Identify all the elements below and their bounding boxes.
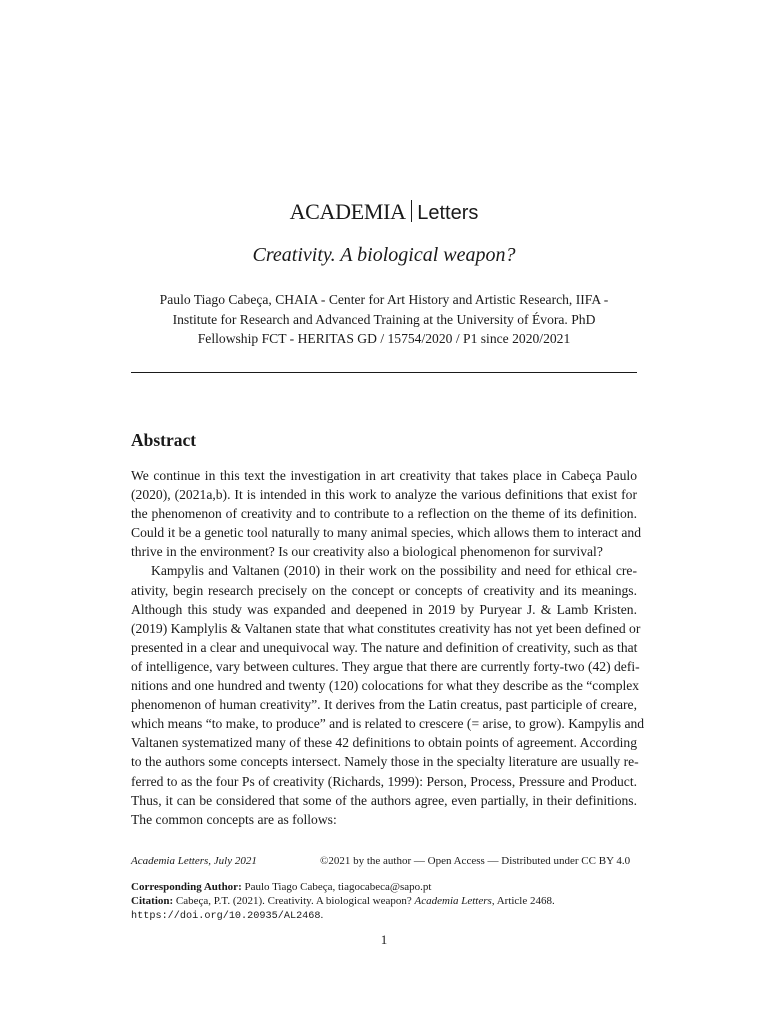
body-line: the phenomenon of creativity and to contribute to a reflection on the theme of its definition. [131, 506, 637, 522]
brand-name: ACADEMIA [289, 199, 406, 224]
body-line: ferred to as the four Ps of creativity (Richards, 1999): Person, Process, Pressure and Product. [131, 773, 637, 789]
body-line: phenomenon of human creativity”. It derives from the Latin creatus, past participle of creare, [131, 697, 637, 713]
header-divider [131, 372, 637, 373]
page-number: 1 [380, 932, 388, 947]
citation-journal: Academia Letters [414, 895, 492, 908]
body-line: We continue in this text the investigation in art creativity that takes place in Cabeça Paulo [131, 468, 637, 483]
doi-suffix: . [320, 909, 324, 922]
body-line: The common concepts are as follows: [131, 811, 337, 827]
citation-text: Cabeça, P.T. (2021). Creativity. A biological weapon? [175, 895, 412, 908]
body-line: to the authors some concepts intersect. Namely those in the specialty literature are usually re- [131, 754, 639, 770]
body-line: which means “to make, to produce” and is related to crescere (= arise, to grow). Kampylis and [131, 716, 645, 732]
abstract-heading: Abstract [131, 430, 197, 450]
body-line: of intelligence, vary between cultures. They argue that there are currently forty-two (42) defi- [131, 658, 640, 674]
corresponding-author-value: Paulo Tiago Cabeça, tiagocabeca@sapo.pt [244, 881, 432, 893]
body-line: Thus, it can be considered that some of the authors agree, even partially, in their definitions. [131, 792, 637, 808]
body-line: Kampylis and Valtanen (2010) in their work on the possibility and need for ethical cre- [151, 563, 637, 579]
doi-line [131, 908, 637, 924]
brand-subtitle: Letters [417, 202, 479, 224]
body-line: ativity, begin research precisely on the concept or concepts of creativity and its meanings. [131, 582, 637, 598]
body-line: presented in a clear and unequivocal way. The nature and definition of creativity, such as that [131, 639, 638, 655]
article-metadata [131, 880, 637, 925]
body-line: Valtanen systematized many of these 42 definitions to obtain points of agreement. According [131, 735, 637, 751]
brand-separator [411, 200, 413, 222]
author-line: Fellowship FCT - HERITAS GD / 15754/2020 / P1 since 2020/2021 [197, 331, 571, 346]
body-line: nitions and one hundred and twenty (120) colocations for what they describe as the “complex [131, 678, 640, 694]
citation [131, 894, 637, 908]
citation-article: , Article 2468. [491, 895, 555, 908]
author-line: Paulo Tiago Cabeça, CHAIA - Center for Art History and Artistic Research, IIFA - [159, 292, 609, 307]
journal-date: Academia Letters, July 2021 [131, 855, 257, 867]
body-line: thrive in the environment? Is our creativity also a biological phenomenon for survival? [131, 544, 603, 560]
body-line: Although this study was expanded and deepened in 2019 by Puryear J. & Lamb Kristen. [131, 601, 637, 617]
body-line: Could it be a genetic tool naturally to many animal species, which allows them to interact and [131, 525, 642, 541]
academia-letters-logo [0, 198, 768, 227]
corresponding-author [131, 880, 637, 894]
doi-link[interactable]: https://doi.org/10.20935/AL2468 [131, 911, 321, 923]
body-line: (2020), (2021a,b). It is intended in this work to analyze the various definitions that exist for [131, 487, 637, 503]
author-affiliation [128, 290, 640, 349]
article-title: Creativity. A biological weapon? [252, 244, 516, 266]
body-line: (2019) Kamplylis & Valtanen state that what constitutes creativity has not yet been defined or [131, 620, 641, 636]
author-line: Institute for Research and Advanced Training at the University of Évora. PhD [172, 311, 596, 327]
abstract-body [131, 466, 645, 829]
license-notice: ©2021 by the author — Open Access — Distributed under CC BY 4.0 [320, 855, 631, 867]
corresponding-author-label: Corresponding Author: [131, 881, 242, 893]
citation-label: Citation: [131, 895, 174, 908]
